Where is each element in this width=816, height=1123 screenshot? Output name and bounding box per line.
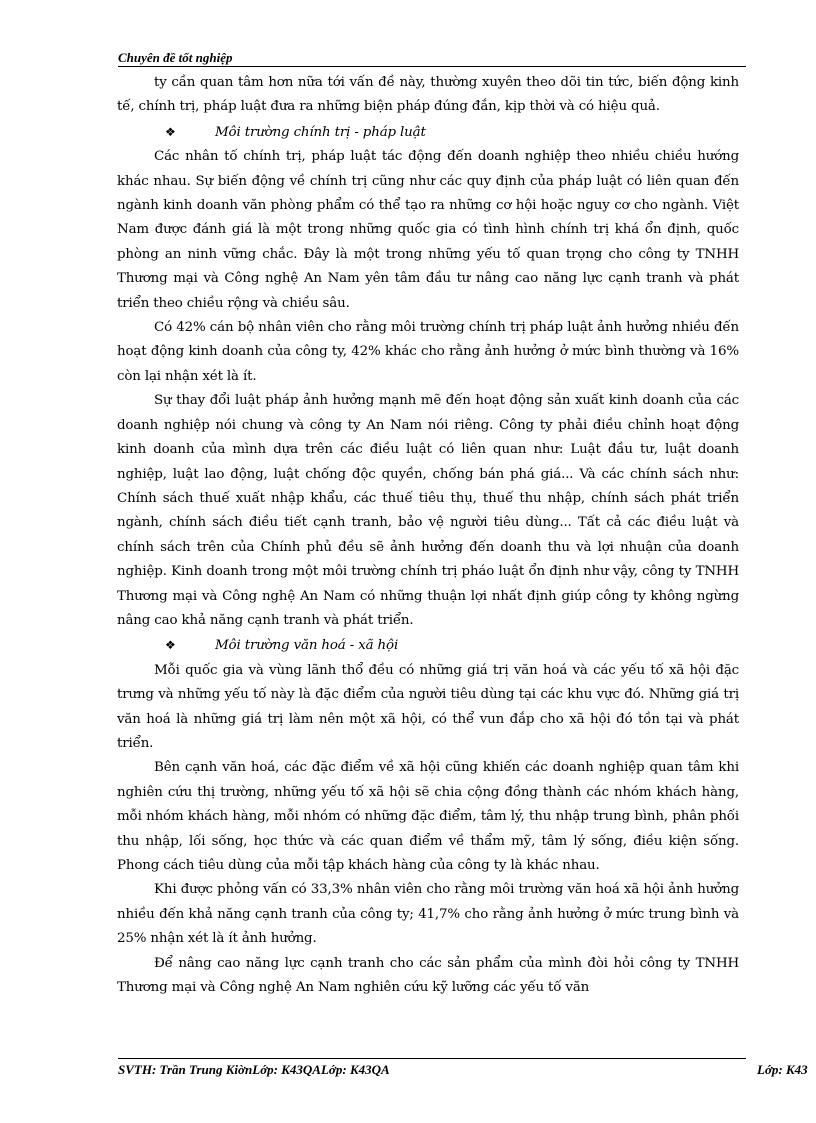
paragraph: Có 42% cán bộ nhân viên cho rằng môi trường chính trị pháp luật ảnh hưởng nhiều đến hoạt động kinh doanh của công ty, 42% khác cho rằng ảnh hưởng ở mức bình thường và 16% còn lại nhận xét là ít. <box>117 320 739 384</box>
page-header <box>118 50 746 67</box>
paragraph: Các nhân tố chính trị, pháp luật tác động đến doanh nghiệp theo nhiều chiều hướng khác nhau. Sự biến động về chính trị cũng như các quy định của pháp luật có liên quan đến ngành kinh doanh văn phòng phẩm có thể tạo ra những cơ hội hoặc nguy cơ cho ngành. Việt Nam được đánh giá là một trong những quốc gia có tình hình chính trị khá ổn định, quốc phòng an ninh vững chắc. Đây là một trong những yếu tố quan trọng cho công ty TNHH Thương mại và Công nghệ An Nam yên tâm đầu tư nâng cao năng lực cạnh tranh và phát triển theo chiều rộng và chiều sâu. <box>117 149 739 311</box>
paragraph: Mỗi quốc gia và vùng lãnh thổ đều có những giá trị văn hoá và các yếu tố xã hội đặc trưng và những yếu tố này là đặc điểm của người tiêu dùng tại các khu vực đó. Những giá trị văn hoá là những giá trị làm nên một xã hội, có thể vun đắp cho xã hội đó tồn tại và phát triển. <box>117 662 739 751</box>
paragraph: Bên cạnh văn hoá, các đặc điểm về xã hội cũng khiến các doanh nghiệp quan tâm khi nghiên cứu thị trường, những yếu tố xã hội sẽ chia cộng đồng thành các nhóm khách hàng, mỗi nhóm khách hàng, mỗi nhóm có những đặc điểm, tâm lý, thu nhập trung bình, phân phối thu nhập, lối sống, học thức và các quan điểm về thẩm mỹ, tâm lý sống, điều kiện sống. Phong cách tiêu dùng của mỗi tập khách hàng của công ty là khác nhau. <box>117 760 739 873</box>
footer-class: Lớp: K43 <box>757 1062 808 1077</box>
diamond-bullet-icon: ❖ <box>165 124 176 139</box>
section-heading-political <box>117 120 739 145</box>
section-heading-text: Môi trường văn hoá - xã hội <box>215 638 399 654</box>
header-title: Chuyên đề tốt nghiệp <box>118 50 233 65</box>
paragraph-continuation: ty cần quan tâm hơn nữa tới vấn đề này, thường xuyên theo dõi tin tức, biến động kinh tế, chính trị, pháp luật đưa ra những biện pháp đúng đắn, kịp thời và có hiệu quả. <box>117 75 739 115</box>
paragraph: Để nâng cao năng lực cạnh tranh cho các sản phẩm của mình đòi hỏi công ty TNHH Thương mại và Công nghệ An Nam nghiên cứu kỹ lưỡng các yếu tố văn <box>117 955 739 996</box>
section-heading-cultural <box>117 633 739 658</box>
footer-student: SVTH: Trần Trung KiờnLớp: K43QALớp: K43QA <box>118 1062 390 1077</box>
footer-divider <box>118 1058 746 1059</box>
document-body <box>117 71 739 1000</box>
paragraph: Khi được phỏng vấn có 33,3% nhân viên cho rằng môi trường văn hoá xã hội ảnh hưởng nhiều đến khả năng cạnh tranh của công ty; 41,7% cho rằng ảnh hưởng ở mức trung bình và 25% nhận xét là ít ảnh hưởng. <box>117 882 739 947</box>
diamond-bullet-icon: ❖ <box>165 638 176 653</box>
section-heading-text: Môi trường chính trị - pháp luật <box>215 124 426 140</box>
paragraph: Sự thay đổi luật pháp ảnh hưởng mạnh mẽ đến hoạt động sản xuất kinh doanh của các doanh nghiệp nói chung và công ty An Nam nói riêng. Công ty phải điều chỉnh hoạt động kinh doanh của mình dựa trên các điều luật có liên quan như: Luật đầu tư, luật doanh nghiệp, luật lao động, luật chống độc quyền, chống bán phá giá... Và các chính sách như: Chính sách thuế xuất nhập khẩu, các thuế tiêu thụ, thuế thu nhập, chính sách phát triển ngành, chính sách điều tiết cạnh tranh, bảo vệ người tiêu dùng... Tất cả các điều luật và chính sách trên của Chính phủ đều sẽ ảnh hưởng đến doanh thu và lợi nhuận của doanh nghiệp. Kinh doanh trong một môi trường chính trị pháo luật ổn định như vậy, công ty TNHH Thương mại và Công nghệ An Nam có những thuận lợi nhất định giúp công ty không ngừng nâng cao khả năng cạnh tranh và phát triển. <box>117 393 739 628</box>
